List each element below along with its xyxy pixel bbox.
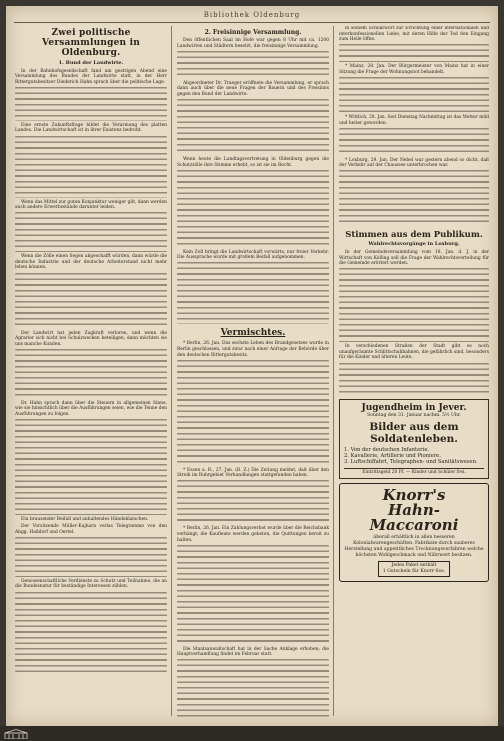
text-block <box>15 419 167 515</box>
paragraph: * Mainz, 28. Jan. Der Bürgermeister von Mainz hat in einer Sitzung die Frage der Wohnungsnot behandelt. <box>339 64 489 75</box>
ad-item: 3. Luftschiffahrt, Telegraphen- und Sanitätswesen. <box>344 459 478 466</box>
knorr-brand-line-2: Hahn-Maccaroni <box>369 501 459 535</box>
paragraph: Ein brausender Beifall und anhaltendes Händeklatschen. <box>21 517 149 523</box>
page-folio: Bibliothek Oldenburg <box>203 11 301 19</box>
text-block <box>339 170 489 226</box>
ad-date: Sonntag den 31. Januar nachm. 5½ Uhr. <box>367 412 461 418</box>
paragraph: Wenn die Zölle einen Segen abgeschafft würden, dann würde die deutsche Industrie und der deutsche Arbeiterstand nicht mehr leben können. <box>15 254 167 271</box>
paragraph: * Wittlich, 28. Jan. Seit Dienstag Nachmittag ist das Wetter mild und heiter geworden. <box>339 114 489 126</box>
column-separator <box>171 26 172 716</box>
newspaper-page <box>6 6 498 726</box>
text-block <box>177 659 329 718</box>
paragraph: * Essen a. R., 27. Jan. (B. Z.) Die Zeitung meldet, daß über den Streik im Ruhrgebiet Verhandlungen stattgefunden haben. <box>177 467 329 479</box>
text-block <box>339 128 489 156</box>
paragraph: Die Staatsanwaltschaft hat in der Sache Anklage erhoben; die Hauptverhandlung findet im Februar statt. <box>177 646 329 658</box>
text-block <box>177 170 329 248</box>
advertisement-jugendheim <box>339 399 489 480</box>
text-block <box>177 51 329 79</box>
text-block <box>339 268 489 342</box>
paragraph: Den öffentlichen Saal im Hofe war gegen 8 Uhr mit ca. 1200 Landwirten und Städtern besetzt, die freisinnige Versammlung. <box>177 38 329 49</box>
column-2 <box>177 26 329 718</box>
top-rule <box>14 22 490 23</box>
paragraph: In verschiedenen Straßen der Stadt gibt es noch unaufgeräumte Schlittschuhbahnen, die gefährlich sind, besonders für die Kinder und älteren Leute. <box>339 344 489 361</box>
ad-headline: Bilder aus dem Soldatenleben. <box>369 420 459 445</box>
paragraph: Kein Zoll bringt die Landwirtschaft vorwärts, nur freier Verkehr. Die Aussprache wurde mit großem Beifall aufgenommen. <box>177 249 329 261</box>
text-block <box>15 212 167 252</box>
paragraph: Wenn heute die Landtagsvertretung in Oldenburg gegen die Schutzzölle ihre Stimme erhebt, so ist sie im Recht. <box>177 156 329 168</box>
article-subheading: 1. Bund der Landwirte. <box>58 60 124 66</box>
ad-item: 2. Kavallerie, Artillerie und Pioniere. <box>344 452 441 459</box>
article-headline: Zwei politische Versammlungen in Oldenburg. <box>42 28 140 58</box>
section-heading-vermischtes: Vermischtes. <box>220 328 286 339</box>
knorr-text: überall erhältlich in allen besseren Kolonialwarengeschäften. Fabrikate durch sauberes Herstellung und appetitliches Trocknungsverfahren welche höchsten Wohlgeschmack und Nährwert besitzen. <box>344 535 484 559</box>
text-block <box>177 545 329 645</box>
knorr-brand-line-1: Knorr's <box>382 486 446 505</box>
paragraph: * Berlin, 26. Jan. Das sechste Leben des Brandgesetzes wurde in Berlin geschlossen, und zwar nach einer Anfrage der Behörde über den deutschen Rittergutsbesitz. <box>177 341 329 358</box>
knorr-box-line-1: Jedes Paket enthält <box>391 563 437 569</box>
section-heading: 2. Freisinnige Versammlung. <box>204 29 302 36</box>
text-block <box>15 537 167 577</box>
ad-item: 1. Von der deutschen Infanterie. <box>344 446 430 453</box>
text-block <box>15 87 167 121</box>
viewer-footer-bar <box>0 726 504 741</box>
paragraph: In der Bahnhofsgesellschaft fand am gestrigen Abend eine Versammlung des Bundes der Landwirte statt, in der Herr Rittergutsbesitzer Diederich Hahn sprach über die politische Lage. <box>15 68 167 85</box>
paragraph: Eine ernste Zukunftsfrage bildet die Verarmung des platten Landes. Die Landwirtschaft ist in ihrer Existenz bedroht. <box>15 122 167 134</box>
paragraph: * Berlin, 26. Jan. Ein Zahlungsverbot wurde über die Reichsbank verhängt; die Kaufleute werden gebeten, die Quittungen bereit zu halten. <box>177 526 329 543</box>
text-block <box>15 349 167 399</box>
paragraph: * Loxburg, 29. Jan. Der Nebel war gestern abend so dicht, daß der Verkehr auf der Chaussee unterbrochen war. <box>339 157 489 169</box>
text-block <box>15 273 167 329</box>
text-block <box>15 136 167 198</box>
knorr-coupon-box <box>378 561 451 577</box>
advertisement-knorr <box>339 483 489 582</box>
paragraph: Wenn das Mittel zur guten Konjunktur weniger gilt, dann werden auch andere Erwerbsstände darunter leiden. <box>15 199 167 211</box>
text-block <box>177 99 329 155</box>
knorr-box-line-2: 1 Gutschein für Knorr-Sos. <box>382 569 446 575</box>
text-block <box>177 360 329 466</box>
text-block <box>15 592 167 672</box>
ad-footer: Eintrittsgeld 20 Pf. — Kinder und Schüler frei. <box>344 468 484 475</box>
paragraph: Der Landwirt hat jeden Zugkraft verloren, und wenn die Agrarier sich nicht bei Schulzwecken beteiligen, dann möchten sie uns manche Kunden. <box>15 330 167 347</box>
text-block <box>339 363 489 395</box>
text-block <box>339 77 489 113</box>
text-block <box>177 262 329 324</box>
section-subheading: Wahlrechtsvorgänge in Loxburg. <box>368 241 460 248</box>
column-separator <box>333 26 334 716</box>
paragraph: Dr. Hahn sprach dann über die Steuern in allgemeinen Sinne, wie sie hinsichtlich über die Ausführungen seien, wie die Tenne den Ausführungen zu folgen. <box>15 400 167 417</box>
column-1 <box>15 26 167 718</box>
ad-title: Jugendheim in Jever. <box>361 402 467 413</box>
library-building-icon <box>4 729 28 739</box>
paragraph: Abgeordneter Dr. Traeger eröffnete die Versammlung, er sprach dann auch über die neue Fragen der Bauern und des Freisinns gegen den Bund der Landwirte. <box>177 80 329 97</box>
column-3 <box>339 26 489 718</box>
text-block <box>339 44 489 62</box>
paragraph: in seinem Schlußwort zur Errichtung einer internationalen und interkonfessionellen Liebe, mit deren Hilfe der Tod den Eingang zum Heile öffne. <box>339 26 489 43</box>
text-block <box>177 480 329 524</box>
paragraph: Der Vorsitzende Müller-Kajharn verlas Telegramme von den Abgg. Haßdorf und Oertel. <box>15 524 167 535</box>
paragraph: In der Gemeindeversammlung vom 18. Jan. d. J. in der Wirtschaft von Kolling soll die Frage der Wahlrechtsverteilung für die Gemeinde erörtert werden. <box>339 249 489 267</box>
paragraph: Genossenschaftliche Verdienste zu Schutz und Teilnahme, die an die Bundesnatur für beständige Interessen zählen. <box>15 578 167 590</box>
section-heading-stimmen: Stimmen aus dem Publikum. <box>345 230 483 241</box>
